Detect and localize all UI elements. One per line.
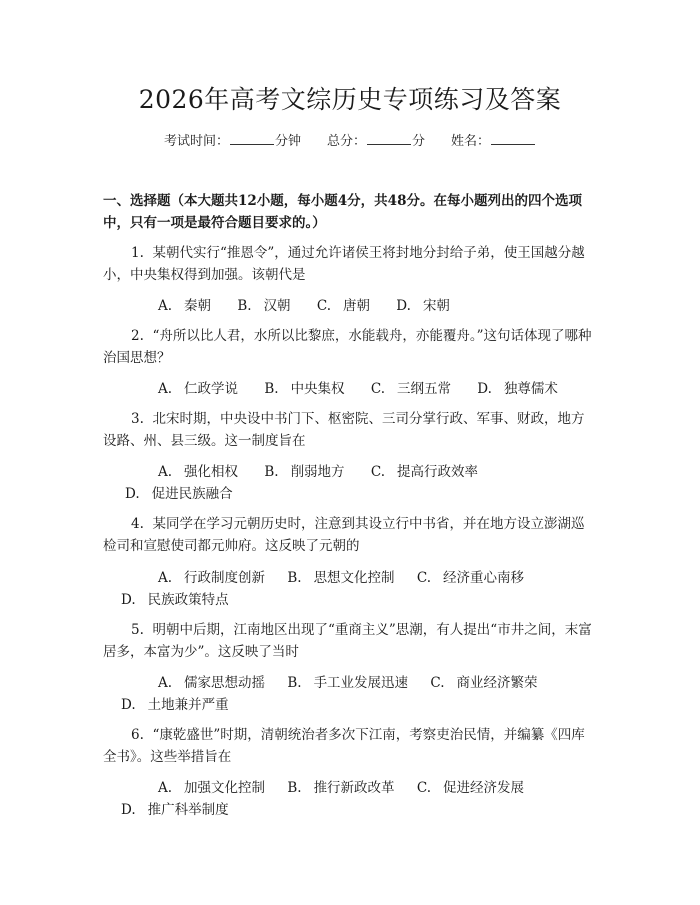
question-6 (103, 724, 597, 768)
question-text: 某同学在学习元朝历史时，注意到其设立行中书省，并在地方设立澎湖巡检司和宣慰使司都元帅府。这反映了元朝的 (103, 516, 585, 554)
question-number: 6. (131, 727, 144, 743)
question-number: 2. (131, 328, 144, 344)
question-1-options (103, 295, 597, 317)
question-1 (103, 242, 597, 286)
option-a: A. 秦朝 (158, 298, 212, 314)
question-2 (103, 325, 597, 369)
score-unit: 分 (412, 134, 426, 149)
section-heading: 一、选择题（本大题共12小题，每小题4分，共48分。在每小题列出的四个选项中，只有一项是最符合题目要求的。） (103, 193, 582, 231)
option-d: D. 促进民族融合 (125, 486, 233, 502)
option-a: A. 儒家思想动摇 (158, 675, 266, 691)
question-number: 4. (131, 516, 144, 532)
option-a: A. 加强文化控制 (158, 780, 266, 796)
option-c: C. 三纲五常 (370, 381, 451, 397)
option-c: C. 促进经济发展 (416, 780, 524, 796)
name-label: 姓名： (451, 134, 491, 149)
option-d: D. 民族政策特点 (121, 592, 229, 608)
time-blank (230, 131, 274, 145)
question-2-options (103, 378, 597, 400)
option-b: B. 手工业发展迅速 (287, 675, 409, 691)
option-d: D. 独尊儒术 (477, 381, 558, 397)
question-5 (103, 619, 597, 663)
option-a: A. 行政制度创新 (158, 570, 266, 586)
question-number: 1. (131, 245, 144, 261)
name-blank (491, 131, 535, 145)
option-b: B. 削弱地方 (264, 464, 345, 480)
question-number: 5. (131, 622, 144, 638)
question-4 (103, 513, 597, 557)
question-3-options (103, 461, 597, 505)
exam-info-line (0, 131, 700, 152)
question-text: 明朝中后期，江南地区出现了“重商主义”思潮，有人提出“市井之间，末富居多，本富为少”。这反映了当时 (103, 622, 592, 660)
option-b: B. 思想文化控制 (287, 570, 395, 586)
score-blank (367, 131, 411, 145)
question-6-options (103, 777, 597, 821)
question-text: “康乾盛世”时期，清朝统治者多次下江南，考察吏治民情，并编纂《四库全书》。这些举措旨在 (103, 727, 585, 765)
option-b: B. 推行新政改革 (287, 780, 395, 796)
option-d: D. 土地兼并严重 (121, 697, 229, 713)
score-label: 总分： (326, 134, 366, 149)
option-d: D. 推广科举制度 (121, 802, 229, 818)
option-c: C. 商业经济繁荣 (430, 675, 538, 691)
option-d: D. 宋朝 (396, 298, 450, 314)
option-c: C. 唐朝 (316, 298, 370, 314)
exam-title: 2026年高考文综历史专项练习及答案 (138, 85, 562, 114)
option-a: A. 仁政学说 (158, 381, 239, 397)
option-c: C. 提高行政效率 (370, 464, 478, 480)
option-b: B. 中央集权 (264, 381, 345, 397)
question-number: 3. (131, 411, 144, 427)
question-text: “舟所以比人君，水所以比黎庶，水能载舟，亦能覆舟。”这句话体现了哪种治国思想？ (103, 328, 592, 366)
question-text: 某朝代实行“推恩令”，通过允许诸侯王将封地分封给子弟，使王国越分越小，中央集权得到加强。该朝代是 (103, 245, 585, 283)
question-text: 北宋时期，中央设中书门下、枢密院、三司分掌行政、军事、财政，地方设路、州、县三级。这一制度旨在 (103, 411, 585, 449)
question-3 (103, 408, 597, 452)
option-a: A. 强化相权 (158, 464, 239, 480)
option-b: B. 汉朝 (237, 298, 291, 314)
question-5-options (103, 672, 597, 716)
question-4-options (103, 567, 597, 611)
option-c: C. 经济重心南移 (416, 570, 524, 586)
time-unit: 分钟 (274, 134, 301, 149)
time-label: 考试时间： (163, 134, 229, 149)
